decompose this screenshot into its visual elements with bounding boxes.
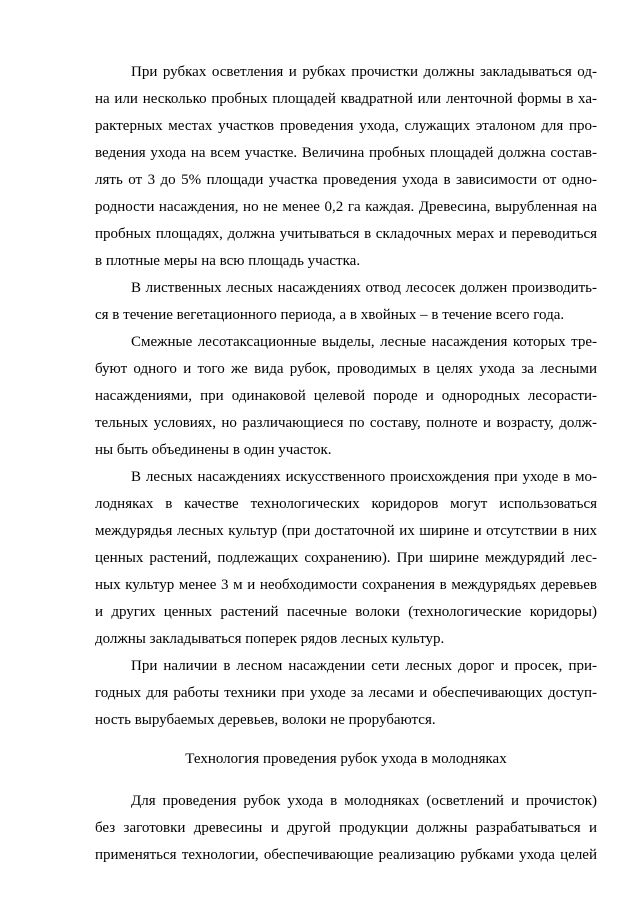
text-line: на или несколько пробных площадей квадратной или ленточной формы в ха- <box>95 91 597 107</box>
text-line: В лиственных лесных насаждениях отвод лесосек должен производить- <box>131 280 597 296</box>
text-line: насаждениями, при одинаковой целевой породе и однородных лесорасти- <box>95 388 597 404</box>
text-line: лодняках в качестве технологических коридоров могут использоваться <box>95 496 597 512</box>
text-line: лять от 3 до 5% площади участка проведения ухода в зависимости от одно- <box>95 172 597 188</box>
section-heading: Технология проведения рубок ухода в молодняках <box>185 751 507 767</box>
text-line: В лесных насаждениях искусственного происхождения при уходе в мо- <box>131 469 597 485</box>
text-line: рактерных местах участков проведения ухода, служащих эталоном для про- <box>95 118 597 134</box>
text-line: ценных растений, подлежащих сохранению). При ширине междурядий лес- <box>95 550 597 566</box>
text-line: должны закладываться поперек рядов лесных культур. <box>95 631 445 647</box>
text-line: Смежные лесотаксационные выделы, лесные насаждения которых тре- <box>131 334 597 350</box>
text-line: и других ценных растений пасечные волоки (технологические коридоры) <box>95 604 597 620</box>
text-line: При рубках осветления и рубках прочистки должны закладываться од- <box>131 64 597 80</box>
text-line: без заготовки древесины и другой продукции должны разрабатываться и <box>95 820 597 836</box>
text-line: ны быть объединены в один участок. <box>95 442 332 458</box>
text-line: применяться технологии, обеспечивающие реализацию рубками ухода целей <box>95 847 597 863</box>
text-line: ных культур менее 3 м и необходимости сохранения в междурядьях деревьев <box>95 577 597 593</box>
text-line: ведения ухода на всем участке. Величина пробных площадей должна состав- <box>95 145 597 161</box>
text-line: буют одного и того же вида рубок, проводимых в целях ухода за лесными <box>95 361 597 377</box>
text-line: ность вырубаемых деревьев, волоки не прорубаются. <box>95 712 436 728</box>
text-line: междурядья лесных культур (при достаточной их ширине и отсутствии в них <box>95 523 597 539</box>
text-line: годных для работы техники при уходе за лесами и обеспечивающих доступ- <box>95 685 597 701</box>
text-line: ся в течение вегетационного периода, а в хвойных – в течение всего года. <box>95 307 565 323</box>
text-line: тельных условиях, но различающиеся по составу, полноте и возрасту, долж- <box>95 415 597 431</box>
text-line: в плотные меры на всю площадь участка. <box>95 253 361 269</box>
text-line: родности насаждения, но не менее 0,2 га каждая. Древесина, вырубленная на <box>95 199 597 215</box>
text-line: пробных площадях, должна учитываться в складочных мерах и переводиться <box>95 226 597 242</box>
text-line: Для проведения рубок ухода в молодняках (осветлений и прочисток) <box>131 793 597 809</box>
text-line: При наличии в лесном насаждении сети лесных дорог и просек, при- <box>131 658 597 674</box>
